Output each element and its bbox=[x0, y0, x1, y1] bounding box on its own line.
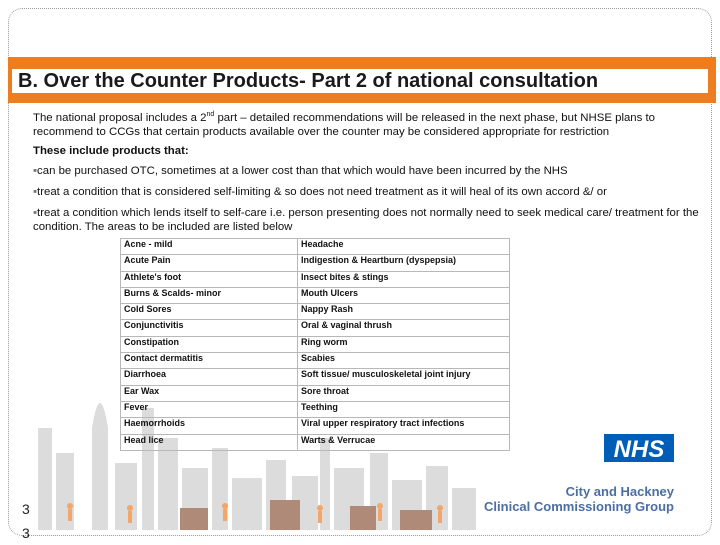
table-row bbox=[121, 320, 510, 336]
table-cell: Soft tissue/ musculoskeletal joint injury bbox=[298, 369, 510, 385]
table-row bbox=[121, 239, 510, 255]
table-cell: Viral upper respiratory tract infections bbox=[298, 418, 510, 434]
table-cell: Mouth Ulcers bbox=[298, 287, 510, 303]
table-cell: Contact dermatitis bbox=[121, 353, 298, 369]
table-row bbox=[121, 304, 510, 320]
table-cell: Acute Pain bbox=[121, 255, 298, 271]
table-cell: Head lice bbox=[121, 434, 298, 450]
bullet-icon: ▪ bbox=[33, 165, 38, 177]
table-cell: Indigestion & Heartburn (dyspepsia) bbox=[298, 255, 510, 271]
table-cell: Headache bbox=[298, 239, 510, 255]
bullet-icon: ▪ bbox=[33, 186, 38, 198]
intro-text-1: The national proposal includes a 2 bbox=[33, 112, 207, 124]
bullet-icon: ▪ bbox=[33, 207, 38, 219]
table-cell: Sore throat bbox=[298, 385, 510, 401]
subheading: These include products that: bbox=[33, 145, 189, 157]
table-row bbox=[121, 369, 510, 385]
table-cell: Haemorrhoids bbox=[121, 418, 298, 434]
table-cell: Insect bites & stings bbox=[298, 271, 510, 287]
table-cell: Fever bbox=[121, 401, 298, 417]
table-row bbox=[121, 434, 510, 450]
table-cell: Burns & Scalds- minor bbox=[121, 287, 298, 303]
table-cell: Scabies bbox=[298, 353, 510, 369]
table-cell: Athlete's foot bbox=[121, 271, 298, 287]
table-row bbox=[121, 385, 510, 401]
ccg-name-line2: Clinical Commissioning Group bbox=[484, 499, 674, 514]
table-row bbox=[121, 287, 510, 303]
table-row bbox=[121, 336, 510, 352]
intro-superscript: nd bbox=[206, 111, 215, 119]
table-cell: Oral & vaginal thrush bbox=[298, 320, 510, 336]
table-cell: Ring worm bbox=[298, 336, 510, 352]
bullet-item bbox=[33, 164, 703, 178]
table-row bbox=[121, 353, 510, 369]
table-cell: Cold Sores bbox=[121, 304, 298, 320]
slide-number: 3 3 bbox=[22, 501, 30, 541]
table-cell: Diarrhoea bbox=[121, 369, 298, 385]
table-row bbox=[121, 401, 510, 417]
bullet-text: treat a condition which lends itself to self-care i.e. person presenting does not normally need to seek medical care/ treatment for the condition. The areas to be included are listed below bbox=[33, 207, 699, 233]
intro-text-2: part – detailed recommendations will be released in the next phase, but NHSE plans to recommend to CCGs that certain products available over the counter may be considered appropriate for restriction bbox=[33, 112, 656, 138]
slide-title: B. Over the Counter Products- Part 2 of national consultation bbox=[12, 69, 708, 93]
ccg-name-line1: City and Hackney bbox=[565, 484, 674, 499]
table-cell: Ear Wax bbox=[121, 385, 298, 401]
table-cell: Conjunctivitis bbox=[121, 320, 298, 336]
bullet-text: can be purchased OTC, sometimes at a lower cost than that which would have been incurred by the NHS bbox=[37, 165, 568, 177]
table-cell: Warts & Verrucae bbox=[298, 434, 510, 450]
bullet-item bbox=[33, 185, 703, 199]
table-row bbox=[121, 271, 510, 287]
bullet-item bbox=[33, 206, 703, 234]
table-cell: Acne - mild bbox=[121, 239, 298, 255]
nhs-logo bbox=[604, 434, 674, 462]
ccg-name bbox=[484, 484, 674, 514]
table-cell: Teething bbox=[298, 401, 510, 417]
nhs-logo-text: NHS bbox=[613, 436, 665, 462]
bullet-text: treat a condition that is considered self-limiting & so does not need treatment as it will heal of its own accord &/ or bbox=[37, 186, 607, 198]
table-row bbox=[121, 418, 510, 434]
table-cell: Constipation bbox=[121, 336, 298, 352]
intro-paragraph bbox=[33, 111, 703, 139]
table-cell: Nappy Rash bbox=[298, 304, 510, 320]
conditions-table bbox=[120, 238, 510, 451]
